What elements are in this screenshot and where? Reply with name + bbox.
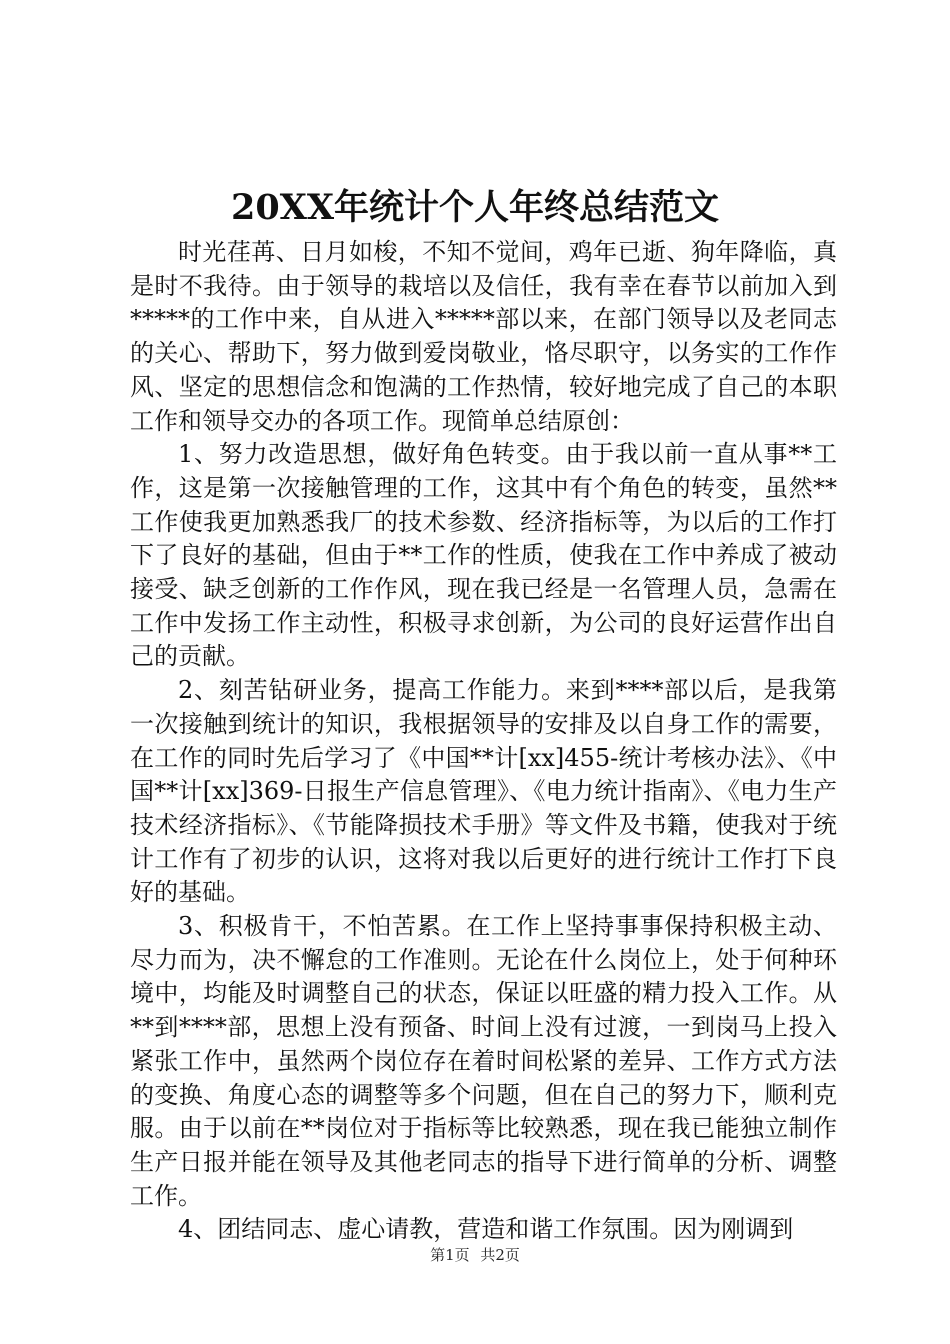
paragraph-item-4: 4、团结同志、虚心请教，营造和谐工作氛围。因为刚调到 — [178, 1215, 794, 1244]
paragraph-item-2: 2、刻苦钻研业务，提高工作能力。来到****部以后，是我第一次接触到统计的知识，我根据领导的安排及以自身工作的需要，在工作的同时先后学习了《中国**计[xx]455-统计考核办法》、《中国**计[xx]369-日报生产信息管理》、《电力统计指南》、《电力生产技术经济指标》、《节能降损技术手册》等文件及书籍，使我对于统计工作有了初步的认识，这将对我以后更好的进行统计工作打下良好的基础。 — [130, 676, 837, 907]
paragraph-item-1: 1、努力改造思想，做好角色转变。由于我以前一直从事**工作，这是第一次接触管理的工作，这其中有个角色的转变，虽然**工作使我更加熟悉我厂的技术参数、经济指标等，为以后的工作打下了良好的基础，但由于**工作的性质，使我在工作中养成了被动接受、缺乏创新的工作作风，现在我已经是一名管理人员，急需在工作中发扬工作主动性，积极寻求创新，为公司的良好运营作出自己的贡献。 — [130, 440, 837, 671]
page-footer — [0, 1245, 950, 1265]
document-title: 20XX年统计个人年终总结范文 — [230, 187, 720, 228]
paragraph-intro: 时光荏苒、日月如梭，不知不觉间，鸡年已逝、狗年降临，真是时不我待。由于领导的栽培以及信任，我有幸在春节以前加入到*****的工作中来，自从进入*****部以来，在部门领导以及老同志的关心、帮助下，努力做到爱岗敬业，恪尽职守，以务实的工作作风、坚定的思想信念和饱满的工作热情，较好地完成了自己的本职工作和领导交办的各项工作。现简单总结原创： — [130, 238, 837, 435]
page-number-current: 第1页 — [430, 1246, 470, 1264]
page-number-total: 共2页 — [480, 1246, 520, 1264]
document-body — [130, 236, 837, 1247]
paragraph-item-3: 3、积极肯干，不怕苦累。在工作上坚持事事保持积极主动、尽力而为，决不懈怠的工作准则。无论在什么岗位上，处于何种环境中，均能及时调整自己的状态，保证以旺盛的精力投入工作。从**到****部，思想上没有预备、时间上没有过渡，一到岗马上投入紧张工作中，虽然两个岗位存在着时间松紧的差异、工作方式方法的变换、角度心态的调整等多个问题，但在自己的努力下，顺利克服。由于以前在**岗位对于指标等比较熟悉，现在我已能独立制作生产日报并能在领导及其他老同志的指导下进行简单的分析、调整工作。 — [130, 912, 837, 1210]
